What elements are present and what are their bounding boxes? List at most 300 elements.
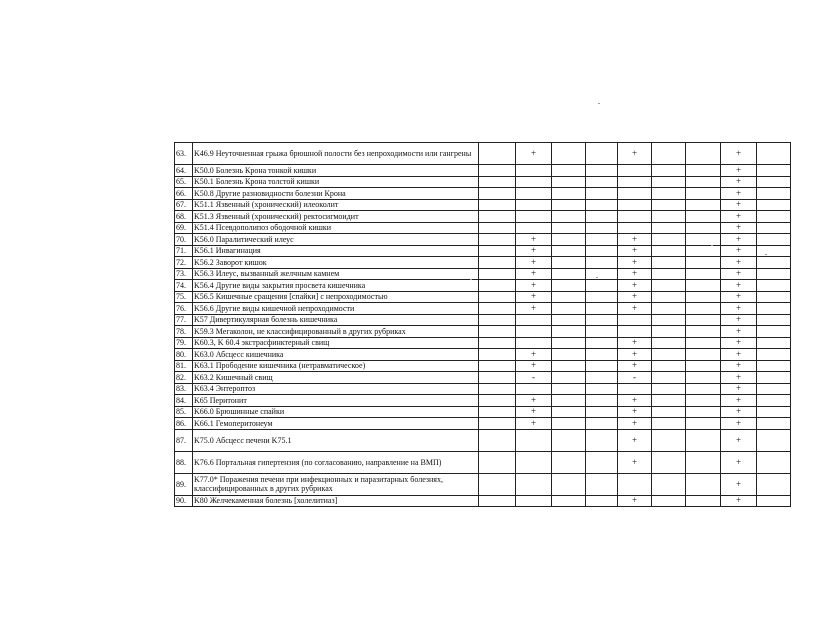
mark-cell: + bbox=[721, 257, 757, 269]
mark-cell bbox=[552, 383, 586, 395]
row-number: 81. bbox=[175, 360, 193, 372]
mark-cell bbox=[479, 245, 516, 257]
mark-cell bbox=[552, 234, 586, 246]
mark-cell bbox=[652, 349, 686, 361]
mark-cell: + bbox=[721, 199, 757, 211]
mark-cell bbox=[757, 280, 791, 292]
mark-cell bbox=[652, 222, 686, 234]
mark-cell bbox=[686, 395, 721, 407]
row-number: 87. bbox=[175, 429, 193, 451]
mark-cell: + bbox=[721, 406, 757, 418]
mark-cell bbox=[516, 165, 552, 177]
row-number: 64. bbox=[175, 165, 193, 177]
mark-cell bbox=[479, 222, 516, 234]
row-number: 79. bbox=[175, 337, 193, 349]
mark-cell bbox=[618, 176, 652, 188]
mark-cell bbox=[516, 199, 552, 211]
mark-cell bbox=[757, 245, 791, 257]
mark-cell bbox=[686, 291, 721, 303]
row-number: 90. bbox=[175, 495, 193, 507]
diagnosis-description: K63.4 Энтероптоз bbox=[193, 383, 479, 395]
row-number: 77. bbox=[175, 314, 193, 326]
mark-cell: + bbox=[721, 176, 757, 188]
diagnosis-table bbox=[174, 142, 791, 507]
diagnosis-description: K56.3 Илеус, вызванный желчным камнем bbox=[193, 268, 479, 280]
mark-cell bbox=[552, 143, 586, 165]
mark-cell bbox=[686, 199, 721, 211]
mark-cell bbox=[757, 326, 791, 338]
row-number: 89. bbox=[175, 473, 193, 495]
mark-cell: + bbox=[516, 257, 552, 269]
diagnosis-description: K50.0 Болезнь Крона тонкой кишки bbox=[193, 165, 479, 177]
mark-cell bbox=[552, 395, 586, 407]
mark-cell: + bbox=[618, 245, 652, 257]
mark-cell: + bbox=[721, 326, 757, 338]
table-row bbox=[175, 337, 791, 349]
mark-cell: + bbox=[721, 245, 757, 257]
mark-cell bbox=[479, 337, 516, 349]
mark-cell bbox=[516, 176, 552, 188]
mark-cell bbox=[479, 280, 516, 292]
diagnosis-description: K65 Перитонит bbox=[193, 395, 479, 407]
mark-cell bbox=[586, 314, 618, 326]
diagnosis-description: K77.0* Поражения печени при инфекционных и паразитарных болезнях, классифицированных в других рубриках bbox=[193, 473, 479, 495]
mark-cell bbox=[586, 268, 618, 280]
mark-cell bbox=[618, 326, 652, 338]
mark-cell: + bbox=[721, 143, 757, 165]
mark-cell bbox=[686, 314, 721, 326]
mark-cell: + bbox=[516, 360, 552, 372]
diagnosis-description: K76.6 Портальная гипертензия (по согласованию, направление на ВМП) bbox=[193, 451, 479, 473]
mark-cell bbox=[618, 211, 652, 223]
mark-cell bbox=[552, 165, 586, 177]
mark-cell bbox=[652, 451, 686, 473]
mark-cell bbox=[686, 222, 721, 234]
mark-cell bbox=[586, 188, 618, 200]
table-row bbox=[175, 222, 791, 234]
table-row bbox=[175, 349, 791, 361]
row-number: 74. bbox=[175, 280, 193, 292]
mark-cell bbox=[516, 222, 552, 234]
mark-cell: + bbox=[618, 406, 652, 418]
mark-cell bbox=[757, 165, 791, 177]
mark-cell bbox=[479, 188, 516, 200]
row-number: 75. bbox=[175, 291, 193, 303]
mark-cell bbox=[757, 268, 791, 280]
mark-cell: + bbox=[618, 280, 652, 292]
mark-cell bbox=[586, 143, 618, 165]
table-row bbox=[175, 199, 791, 211]
mark-cell bbox=[479, 418, 516, 430]
mark-cell bbox=[618, 165, 652, 177]
mark-cell bbox=[552, 349, 586, 361]
mark-cell bbox=[686, 372, 721, 384]
mark-cell bbox=[586, 280, 618, 292]
mark-cell bbox=[652, 268, 686, 280]
mark-cell bbox=[686, 383, 721, 395]
diagnosis-description: K66.1 Гемоперитонеум bbox=[193, 418, 479, 430]
mark-cell: + bbox=[516, 349, 552, 361]
mark-cell bbox=[652, 303, 686, 315]
row-number: 86. bbox=[175, 418, 193, 430]
mark-cell bbox=[686, 234, 721, 246]
mark-cell bbox=[586, 165, 618, 177]
mark-cell bbox=[686, 473, 721, 495]
scan-speck bbox=[765, 254, 767, 255]
mark-cell bbox=[479, 165, 516, 177]
mark-cell: + bbox=[721, 360, 757, 372]
mark-cell bbox=[686, 245, 721, 257]
mark-cell bbox=[757, 303, 791, 315]
mark-cell: + bbox=[721, 495, 757, 507]
mark-cell bbox=[552, 372, 586, 384]
mark-cell bbox=[652, 245, 686, 257]
mark-cell: + bbox=[618, 451, 652, 473]
mark-cell bbox=[757, 349, 791, 361]
mark-cell bbox=[686, 176, 721, 188]
mark-cell: - bbox=[618, 372, 652, 384]
mark-cell bbox=[652, 291, 686, 303]
mark-cell: + bbox=[516, 418, 552, 430]
mark-cell: + bbox=[516, 143, 552, 165]
mark-cell bbox=[757, 451, 791, 473]
diagnosis-description: K51.1 Язвенный (хронический) илеоколит bbox=[193, 199, 479, 211]
mark-cell: + bbox=[516, 291, 552, 303]
mark-cell bbox=[516, 495, 552, 507]
mark-cell bbox=[686, 337, 721, 349]
mark-cell: + bbox=[721, 372, 757, 384]
mark-cell bbox=[479, 429, 516, 451]
mark-cell bbox=[618, 222, 652, 234]
mark-cell bbox=[686, 257, 721, 269]
mark-cell bbox=[479, 473, 516, 495]
mark-cell bbox=[686, 406, 721, 418]
mark-cell bbox=[686, 280, 721, 292]
mark-cell bbox=[516, 326, 552, 338]
mark-cell bbox=[652, 280, 686, 292]
mark-cell: - bbox=[516, 372, 552, 384]
diagnosis-description: K80 Желчекаменная болезнь [холелитиаз] bbox=[193, 495, 479, 507]
mark-cell bbox=[757, 360, 791, 372]
mark-cell bbox=[516, 473, 552, 495]
diagnosis-description: K57 Дивертикулярная болезнь кишечника bbox=[193, 314, 479, 326]
mark-cell bbox=[552, 303, 586, 315]
mark-cell bbox=[516, 337, 552, 349]
mark-cell bbox=[757, 314, 791, 326]
mark-cell: + bbox=[618, 418, 652, 430]
diagnosis-description: K56.4 Другие виды закрытия просвета кишечника bbox=[193, 280, 479, 292]
mark-cell bbox=[686, 143, 721, 165]
mark-cell bbox=[757, 211, 791, 223]
mark-cell bbox=[757, 495, 791, 507]
mark-cell bbox=[757, 395, 791, 407]
mark-cell bbox=[552, 429, 586, 451]
mark-cell bbox=[586, 176, 618, 188]
mark-cell bbox=[618, 383, 652, 395]
mark-cell bbox=[686, 211, 721, 223]
mark-cell bbox=[686, 188, 721, 200]
mark-cell bbox=[652, 360, 686, 372]
table-row bbox=[175, 234, 791, 246]
mark-cell bbox=[552, 222, 586, 234]
mark-cell bbox=[552, 406, 586, 418]
mark-cell: + bbox=[721, 303, 757, 315]
mark-cell bbox=[552, 291, 586, 303]
mark-cell bbox=[618, 199, 652, 211]
mark-cell: + bbox=[721, 211, 757, 223]
table-row bbox=[175, 291, 791, 303]
mark-cell bbox=[757, 429, 791, 451]
mark-cell bbox=[552, 337, 586, 349]
mark-cell: + bbox=[721, 473, 757, 495]
diagnosis-description: K60.3, K 60.4 экстрасфинктерный свищ bbox=[193, 337, 479, 349]
mark-cell: + bbox=[721, 314, 757, 326]
mark-cell bbox=[516, 451, 552, 473]
mark-cell bbox=[586, 406, 618, 418]
diagnosis-description: K63.0 Абсцесс кишечника bbox=[193, 349, 479, 361]
mark-cell bbox=[479, 372, 516, 384]
diagnosis-description: K50.1 Болезнь Крона толстой кишки bbox=[193, 176, 479, 188]
mark-cell: + bbox=[618, 349, 652, 361]
diagnosis-description: K56.0 Паралитический илеус bbox=[193, 234, 479, 246]
row-number: 88. bbox=[175, 451, 193, 473]
mark-cell bbox=[686, 429, 721, 451]
table-row bbox=[175, 314, 791, 326]
mark-cell bbox=[652, 165, 686, 177]
row-number: 72. bbox=[175, 257, 193, 269]
mark-cell: + bbox=[618, 303, 652, 315]
mark-cell bbox=[586, 349, 618, 361]
table-row bbox=[175, 326, 791, 338]
mark-cell: + bbox=[516, 245, 552, 257]
mark-cell: + bbox=[721, 222, 757, 234]
mark-cell bbox=[516, 383, 552, 395]
table-row bbox=[175, 211, 791, 223]
mark-cell bbox=[652, 473, 686, 495]
mark-cell bbox=[652, 199, 686, 211]
table-row bbox=[175, 143, 791, 165]
diagnosis-description: K66.0 Брюшинные спайки bbox=[193, 406, 479, 418]
table-row bbox=[175, 303, 791, 315]
mark-cell bbox=[757, 473, 791, 495]
mark-cell bbox=[586, 303, 618, 315]
diagnosis-description: K51.4 Псевдополипоз ободочной кишки bbox=[193, 222, 479, 234]
mark-cell bbox=[552, 199, 586, 211]
mark-cell bbox=[479, 303, 516, 315]
mark-cell bbox=[552, 245, 586, 257]
mark-cell: + bbox=[618, 257, 652, 269]
mark-cell bbox=[618, 473, 652, 495]
mark-cell bbox=[757, 418, 791, 430]
mark-cell bbox=[586, 326, 618, 338]
diagnosis-description: K63.1 Прободение кишечника (нетравматическое) bbox=[193, 360, 479, 372]
diagnosis-description: K56.6 Другие виды кишечной непроходимости bbox=[193, 303, 479, 315]
mark-cell: + bbox=[516, 280, 552, 292]
mark-cell bbox=[652, 143, 686, 165]
mark-cell: + bbox=[721, 337, 757, 349]
mark-cell bbox=[552, 314, 586, 326]
mark-cell: + bbox=[721, 291, 757, 303]
mark-cell bbox=[686, 349, 721, 361]
table-row bbox=[175, 372, 791, 384]
row-number: 69. bbox=[175, 222, 193, 234]
diagnosis-description: K56.1 Инвагинация bbox=[193, 245, 479, 257]
scan-speck bbox=[598, 103, 600, 104]
diagnosis-description: K63.2 Кишечный свищ bbox=[193, 372, 479, 384]
mark-cell: + bbox=[618, 395, 652, 407]
row-number: 70. bbox=[175, 234, 193, 246]
table-row bbox=[175, 165, 791, 177]
mark-cell bbox=[652, 234, 686, 246]
mark-cell: + bbox=[721, 234, 757, 246]
mark-cell: + bbox=[721, 451, 757, 473]
mark-cell bbox=[586, 451, 618, 473]
mark-cell bbox=[552, 257, 586, 269]
mark-cell bbox=[757, 199, 791, 211]
mark-cell bbox=[479, 326, 516, 338]
mark-cell: + bbox=[721, 268, 757, 280]
mark-cell bbox=[586, 234, 618, 246]
mark-cell bbox=[652, 257, 686, 269]
mark-cell bbox=[686, 495, 721, 507]
mark-cell: + bbox=[516, 268, 552, 280]
mark-cell bbox=[586, 291, 618, 303]
mark-cell: + bbox=[721, 349, 757, 361]
mark-cell bbox=[652, 326, 686, 338]
mark-cell bbox=[516, 188, 552, 200]
mark-cell: + bbox=[516, 303, 552, 315]
table-row bbox=[175, 451, 791, 473]
scan-speck bbox=[470, 279, 472, 280]
mark-cell bbox=[757, 176, 791, 188]
table-row bbox=[175, 257, 791, 269]
mark-cell bbox=[586, 495, 618, 507]
mark-cell bbox=[552, 360, 586, 372]
mark-cell bbox=[479, 495, 516, 507]
mark-cell: + bbox=[618, 143, 652, 165]
mark-cell: + bbox=[721, 383, 757, 395]
mark-cell bbox=[479, 291, 516, 303]
table-row bbox=[175, 360, 791, 372]
mark-cell bbox=[552, 326, 586, 338]
table-row bbox=[175, 406, 791, 418]
mark-cell bbox=[552, 451, 586, 473]
mark-cell bbox=[652, 337, 686, 349]
mark-cell bbox=[586, 222, 618, 234]
row-number: 82. bbox=[175, 372, 193, 384]
row-number: 65. bbox=[175, 176, 193, 188]
mark-cell bbox=[479, 211, 516, 223]
scan-speck bbox=[711, 245, 713, 246]
mark-cell bbox=[757, 383, 791, 395]
mark-cell bbox=[552, 280, 586, 292]
mark-cell bbox=[552, 176, 586, 188]
mark-cell bbox=[552, 418, 586, 430]
row-number: 71. bbox=[175, 245, 193, 257]
mark-cell: + bbox=[516, 395, 552, 407]
mark-cell: + bbox=[721, 418, 757, 430]
mark-cell bbox=[552, 188, 586, 200]
mark-cell: + bbox=[721, 188, 757, 200]
mark-cell bbox=[586, 211, 618, 223]
table-row bbox=[175, 383, 791, 395]
mark-cell bbox=[516, 429, 552, 451]
mark-cell bbox=[686, 268, 721, 280]
table-row bbox=[175, 473, 791, 495]
mark-cell: + bbox=[618, 495, 652, 507]
diagnosis-description: K50.8 Другие разновидности болезни Крона bbox=[193, 188, 479, 200]
mark-cell: + bbox=[516, 406, 552, 418]
mark-cell: + bbox=[618, 360, 652, 372]
mark-cell bbox=[479, 268, 516, 280]
mark-cell bbox=[686, 360, 721, 372]
mark-cell bbox=[552, 211, 586, 223]
mark-cell bbox=[757, 406, 791, 418]
mark-cell bbox=[479, 314, 516, 326]
row-number: 66. bbox=[175, 188, 193, 200]
mark-cell bbox=[479, 143, 516, 165]
diagnosis-description: K56.2 Заворот кишок bbox=[193, 257, 479, 269]
mark-cell bbox=[757, 222, 791, 234]
table-row bbox=[175, 395, 791, 407]
mark-cell bbox=[479, 199, 516, 211]
table-row bbox=[175, 245, 791, 257]
mark-cell bbox=[652, 314, 686, 326]
row-number: 68. bbox=[175, 211, 193, 223]
mark-cell: + bbox=[618, 268, 652, 280]
mark-cell bbox=[757, 372, 791, 384]
table-row bbox=[175, 429, 791, 451]
mark-cell bbox=[686, 451, 721, 473]
mark-cell: + bbox=[618, 234, 652, 246]
mark-cell bbox=[479, 257, 516, 269]
row-number: 73. bbox=[175, 268, 193, 280]
mark-cell bbox=[686, 326, 721, 338]
mark-cell bbox=[757, 291, 791, 303]
mark-cell bbox=[586, 372, 618, 384]
mark-cell bbox=[757, 143, 791, 165]
mark-cell bbox=[479, 360, 516, 372]
table-row bbox=[175, 418, 791, 430]
diagnosis-description: K75.0 Абсцесс печени K75.1 bbox=[193, 429, 479, 451]
mark-cell bbox=[618, 314, 652, 326]
mark-cell: + bbox=[721, 429, 757, 451]
diagnosis-description: K59.3 Мегаколон, не классифицированный в других рубриках bbox=[193, 326, 479, 338]
mark-cell bbox=[552, 473, 586, 495]
mark-cell bbox=[479, 395, 516, 407]
diagnosis-description: K51.3 Язвенный (хронический) ректосигмоидит bbox=[193, 211, 479, 223]
mark-cell: + bbox=[618, 337, 652, 349]
diagnosis-description: K46.9 Неуточненная грыжа брюшной полости без непроходимости или гангрены bbox=[193, 143, 479, 165]
table-row bbox=[175, 176, 791, 188]
row-number: 63. bbox=[175, 143, 193, 165]
mark-cell bbox=[586, 418, 618, 430]
mark-cell bbox=[479, 406, 516, 418]
mark-cell bbox=[516, 314, 552, 326]
mark-cell bbox=[652, 176, 686, 188]
row-number: 85. bbox=[175, 406, 193, 418]
mark-cell bbox=[586, 429, 618, 451]
mark-cell bbox=[479, 451, 516, 473]
mark-cell: + bbox=[721, 395, 757, 407]
row-number: 84. bbox=[175, 395, 193, 407]
mark-cell bbox=[686, 165, 721, 177]
row-number: 83. bbox=[175, 383, 193, 395]
mark-cell bbox=[479, 234, 516, 246]
mark-cell bbox=[652, 211, 686, 223]
mark-cell: + bbox=[721, 165, 757, 177]
mark-cell bbox=[586, 199, 618, 211]
